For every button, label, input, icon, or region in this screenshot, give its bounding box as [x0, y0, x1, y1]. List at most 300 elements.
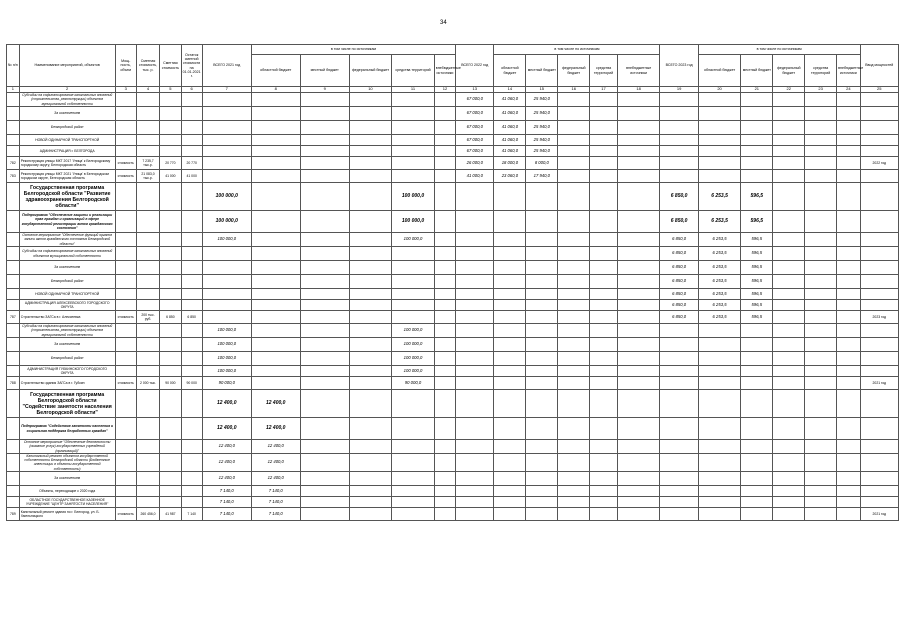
table-row	[7, 507, 899, 520]
row-value-cell	[160, 107, 181, 121]
row-value-cell: 6 850,0	[660, 300, 698, 311]
row-value-cell	[251, 377, 300, 390]
row-value-cell	[617, 311, 660, 324]
row-value-cell	[860, 366, 898, 377]
column-number: 15	[526, 87, 558, 93]
row-value-cell	[660, 418, 698, 440]
row-value-cell	[590, 247, 618, 261]
row-name-cell: Основное мероприятие "Обеспечение функций органов записи актов гражданского состояния Белгородской области"	[19, 233, 115, 247]
row-value-cell	[837, 300, 860, 311]
column-number: 3	[115, 87, 136, 93]
th-estimate: Сметная стоимость	[160, 45, 181, 87]
row-value-cell	[805, 247, 837, 261]
row-value-cell	[660, 507, 698, 520]
row-value-cell: 7 140,0	[251, 496, 300, 507]
row-value-cell	[160, 183, 181, 211]
row-value-cell	[434, 485, 455, 496]
row-value-cell	[837, 366, 860, 377]
row-value-cell	[558, 289, 590, 300]
row-value-cell	[349, 135, 392, 146]
row-value-cell	[837, 170, 860, 183]
row-value-cell	[837, 496, 860, 507]
row-name-cell: Подпрограмма "Обеспечение защиты и реализации прав граждан и организаций в сфере государственной регистрации актов гражданского состояния"	[19, 211, 115, 233]
row-value-cell	[160, 211, 181, 233]
row-value-cell	[494, 300, 526, 311]
row-value-cell	[773, 233, 805, 247]
row-value-cell	[773, 507, 805, 520]
row-value-cell	[115, 247, 136, 261]
column-number: 13	[456, 87, 494, 93]
row-value-cell	[526, 311, 558, 324]
row-value-cell	[202, 261, 251, 275]
row-value-cell	[181, 211, 202, 233]
row-value-cell	[160, 247, 181, 261]
row-value-cell	[392, 418, 435, 440]
row-value-cell: 12 400,0	[251, 454, 300, 472]
row-value-cell	[392, 507, 435, 520]
row-value-cell	[773, 183, 805, 211]
row-value-cell	[434, 107, 455, 121]
row-value-cell	[617, 390, 660, 418]
row-value-cell	[136, 121, 159, 135]
row-value-cell	[773, 485, 805, 496]
row-value-cell: 2023 год	[860, 311, 898, 324]
row-number-cell	[7, 338, 20, 352]
row-value-cell	[617, 440, 660, 454]
row-value-cell	[558, 93, 590, 107]
row-value-cell: 7 140,0	[251, 507, 300, 520]
row-value-cell: 6 850,0	[660, 233, 698, 247]
th-name: Наименование мероприятий, объектов	[19, 45, 115, 87]
row-value-cell	[136, 338, 159, 352]
row-value-cell: 100 000,0	[202, 211, 251, 233]
row-value-cell	[434, 507, 455, 520]
row-value-cell	[617, 496, 660, 507]
row-value-cell	[837, 211, 860, 233]
th-group-2023: в том числе по источникам	[698, 45, 860, 55]
row-value-cell	[181, 454, 202, 472]
row-value-cell	[160, 338, 181, 352]
table-row	[7, 338, 899, 352]
row-value-cell	[349, 211, 392, 233]
row-value-cell: 18 000,0	[494, 157, 526, 170]
row-value-cell	[805, 261, 837, 275]
page-number: 34	[440, 20, 447, 26]
row-value-cell	[300, 377, 349, 390]
row-value-cell	[392, 157, 435, 170]
row-value-cell	[251, 261, 300, 275]
row-value-cell	[349, 183, 392, 211]
row-value-cell	[494, 366, 526, 377]
row-value-cell	[300, 366, 349, 377]
row-value-cell	[434, 377, 455, 390]
row-value-cell	[590, 107, 618, 121]
row-value-cell	[773, 471, 805, 485]
row-value-cell: стоимость	[115, 311, 136, 324]
row-number-cell	[7, 454, 20, 472]
row-value-cell	[456, 324, 494, 338]
row-value-cell	[181, 366, 202, 377]
row-value-cell	[837, 507, 860, 520]
row-value-cell	[300, 247, 349, 261]
row-value-cell	[300, 261, 349, 275]
row-value-cell: 90 000,0	[202, 377, 251, 390]
row-value-cell	[837, 289, 860, 300]
row-value-cell	[456, 471, 494, 485]
row-value-cell	[741, 146, 773, 157]
row-value-cell	[558, 377, 590, 390]
row-number-cell	[7, 135, 20, 146]
row-value-cell	[494, 289, 526, 300]
table-row	[7, 157, 899, 170]
row-value-cell	[805, 157, 837, 170]
row-value-cell: 100 000,0	[202, 233, 251, 247]
row-value-cell: 25 940,0	[526, 107, 558, 121]
row-value-cell	[837, 418, 860, 440]
row-value-cell	[660, 440, 698, 454]
row-value-cell	[494, 390, 526, 418]
row-value-cell	[349, 454, 392, 472]
row-value-cell	[181, 93, 202, 107]
column-number: 16	[558, 87, 590, 93]
row-value-cell	[860, 300, 898, 311]
row-value-cell	[526, 418, 558, 440]
row-value-cell	[526, 233, 558, 247]
row-value-cell	[300, 170, 349, 183]
row-value-cell	[805, 324, 837, 338]
th-obl: областной бюджет	[251, 55, 300, 87]
row-value-cell	[698, 377, 741, 390]
row-value-cell	[136, 233, 159, 247]
row-value-cell	[494, 471, 526, 485]
row-value-cell	[590, 366, 618, 377]
row-value-cell: 6 253,5	[698, 233, 741, 247]
row-value-cell	[741, 418, 773, 440]
row-value-cell	[860, 233, 898, 247]
row-value-cell	[251, 170, 300, 183]
row-value-cell	[160, 485, 181, 496]
row-value-cell	[698, 157, 741, 170]
row-value-cell	[617, 211, 660, 233]
row-value-cell: 6 253,5	[698, 211, 741, 233]
row-value-cell	[660, 157, 698, 170]
row-value-cell	[136, 261, 159, 275]
row-value-cell: 6 253,5	[698, 183, 741, 211]
row-value-cell	[698, 366, 741, 377]
row-value-cell	[251, 275, 300, 289]
row-value-cell: 6 253,5	[698, 289, 741, 300]
row-value-cell	[349, 471, 392, 485]
row-value-cell	[115, 366, 136, 377]
row-value-cell	[741, 454, 773, 472]
row-value-cell: 7 140,0	[202, 507, 251, 520]
row-value-cell	[860, 440, 898, 454]
row-value-cell	[136, 471, 159, 485]
row-value-cell	[837, 352, 860, 366]
row-value-cell	[741, 496, 773, 507]
row-value-cell	[181, 352, 202, 366]
row-value-cell	[773, 170, 805, 183]
row-value-cell: 6 253,5	[698, 300, 741, 311]
row-value-cell	[136, 352, 159, 366]
row-value-cell	[660, 324, 698, 338]
row-value-cell: 100 000,0	[392, 233, 435, 247]
th-fed: федеральный бюджет	[349, 55, 392, 87]
row-value-cell	[698, 507, 741, 520]
row-value-cell	[181, 418, 202, 440]
column-number: 19	[660, 87, 698, 93]
row-value-cell	[860, 390, 898, 418]
table-row	[7, 170, 899, 183]
row-value-cell	[698, 418, 741, 440]
row-value-cell: 26 000,0	[456, 157, 494, 170]
row-value-cell: 100 000,0	[392, 338, 435, 352]
row-value-cell	[617, 454, 660, 472]
row-value-cell	[251, 211, 300, 233]
row-value-cell	[349, 247, 392, 261]
row-value-cell	[773, 121, 805, 135]
row-value-cell	[590, 471, 618, 485]
row-value-cell	[392, 135, 435, 146]
row-value-cell	[300, 311, 349, 324]
row-value-cell	[773, 93, 805, 107]
row-value-cell: 596,5	[741, 183, 773, 211]
row-value-cell	[300, 211, 349, 233]
row-value-cell	[590, 289, 618, 300]
row-value-cell	[660, 170, 698, 183]
row-value-cell	[181, 275, 202, 289]
row-value-cell	[558, 440, 590, 454]
row-value-cell	[805, 507, 837, 520]
row-value-cell	[660, 352, 698, 366]
row-value-cell	[456, 440, 494, 454]
row-value-cell: 25 940,0	[526, 121, 558, 135]
row-name-cell: За исключением	[19, 107, 115, 121]
row-value-cell	[456, 338, 494, 352]
column-number: 12	[434, 87, 455, 93]
row-value-cell	[558, 311, 590, 324]
row-value-cell	[434, 211, 455, 233]
row-value-cell	[526, 454, 558, 472]
row-value-cell	[349, 377, 392, 390]
row-value-cell	[115, 496, 136, 507]
row-value-cell	[300, 183, 349, 211]
row-value-cell	[456, 300, 494, 311]
row-value-cell	[590, 311, 618, 324]
row-value-cell	[773, 390, 805, 418]
row-value-cell	[837, 146, 860, 157]
row-value-cell	[741, 390, 773, 418]
row-value-cell	[526, 485, 558, 496]
row-value-cell	[160, 471, 181, 485]
row-name-cell: За исключением	[19, 338, 115, 352]
row-value-cell	[741, 377, 773, 390]
table-row	[7, 233, 899, 247]
row-value-cell: 6 850	[181, 311, 202, 324]
row-value-cell: 41 000	[160, 170, 181, 183]
row-name-cell: Белгородский район	[19, 352, 115, 366]
th-terr2: средства территорий	[590, 55, 618, 87]
th-local2: местный бюджет	[526, 55, 558, 87]
row-value-cell	[434, 170, 455, 183]
row-value-cell: стоимость	[115, 157, 136, 170]
table-row	[7, 454, 899, 472]
row-value-cell	[805, 275, 837, 289]
row-value-cell	[837, 261, 860, 275]
row-number-cell	[7, 121, 20, 135]
row-value-cell	[300, 418, 349, 440]
row-value-cell: 596,5	[741, 300, 773, 311]
row-value-cell	[773, 440, 805, 454]
row-value-cell	[617, 377, 660, 390]
row-value-cell: 6 253,5	[698, 261, 741, 275]
row-value-cell	[160, 135, 181, 146]
row-value-cell	[698, 338, 741, 352]
column-number: 2	[19, 87, 115, 93]
row-value-cell	[773, 157, 805, 170]
row-value-cell	[741, 471, 773, 485]
row-value-cell	[860, 183, 898, 211]
column-number: 14	[494, 87, 526, 93]
row-number-cell	[7, 440, 20, 454]
row-value-cell	[300, 324, 349, 338]
row-value-cell	[115, 233, 136, 247]
row-number-cell	[7, 183, 20, 211]
row-value-cell	[837, 247, 860, 261]
table-row	[7, 211, 899, 233]
row-value-cell	[456, 233, 494, 247]
row-value-cell	[660, 454, 698, 472]
row-value-cell	[136, 183, 159, 211]
row-value-cell	[434, 275, 455, 289]
th-note: Ввод мощностей	[860, 45, 898, 87]
th-terr: средства территорий	[392, 55, 435, 87]
table-row	[7, 366, 899, 377]
row-value-cell	[590, 157, 618, 170]
row-value-cell: 8 000,0	[526, 157, 558, 170]
row-value-cell	[805, 300, 837, 311]
row-value-cell	[558, 418, 590, 440]
row-value-cell: 100 000,0	[392, 183, 435, 211]
row-name-cell: Белгородский район	[19, 275, 115, 289]
row-value-cell	[837, 183, 860, 211]
row-name-cell: Субсидии на софинансирование капитальных вложений (строительства, реконструкции) объектов муниципальной собственности	[19, 324, 115, 338]
row-value-cell: 23 060,0	[494, 170, 526, 183]
column-number: 9	[300, 87, 349, 93]
row-value-cell	[349, 289, 392, 300]
row-value-cell	[805, 183, 837, 211]
row-value-cell	[590, 170, 618, 183]
row-value-cell	[617, 157, 660, 170]
row-value-cell	[698, 352, 741, 366]
row-value-cell	[115, 121, 136, 135]
th-fed3: федеральный бюджет	[773, 55, 805, 87]
row-number-cell	[7, 93, 20, 107]
row-value-cell	[115, 261, 136, 275]
row-value-cell	[251, 107, 300, 121]
row-value-cell	[181, 338, 202, 352]
row-value-cell	[136, 418, 159, 440]
row-value-cell	[181, 135, 202, 146]
row-value-cell	[115, 440, 136, 454]
column-number: 6	[181, 87, 202, 93]
column-number: 1	[7, 87, 20, 93]
row-value-cell	[494, 183, 526, 211]
row-value-cell	[251, 157, 300, 170]
row-value-cell	[805, 93, 837, 107]
row-value-cell	[251, 300, 300, 311]
row-value-cell: 12 400,0	[202, 440, 251, 454]
row-value-cell	[860, 471, 898, 485]
row-value-cell: 7 235,7 тыс.р.	[136, 157, 159, 170]
row-value-cell	[300, 352, 349, 366]
row-number-cell: 787	[7, 311, 20, 324]
row-value-cell	[617, 366, 660, 377]
row-value-cell	[590, 377, 618, 390]
row-value-cell	[526, 440, 558, 454]
row-value-cell	[202, 311, 251, 324]
row-value-cell	[837, 275, 860, 289]
column-number: 18	[617, 87, 660, 93]
row-value-cell	[837, 390, 860, 418]
row-value-cell	[660, 121, 698, 135]
row-value-cell	[349, 261, 392, 275]
table-row	[7, 289, 899, 300]
row-value-cell	[494, 233, 526, 247]
row-value-cell	[181, 183, 202, 211]
row-value-cell	[526, 275, 558, 289]
row-value-cell	[181, 485, 202, 496]
row-value-cell	[349, 366, 392, 377]
row-value-cell: 41 060,0	[494, 146, 526, 157]
row-value-cell	[805, 233, 837, 247]
row-value-cell	[434, 496, 455, 507]
row-value-cell	[741, 121, 773, 135]
row-value-cell	[590, 418, 618, 440]
row-value-cell: 2 000 тыс.	[136, 377, 159, 390]
row-value-cell	[494, 247, 526, 261]
row-value-cell	[202, 135, 251, 146]
row-value-cell	[660, 390, 698, 418]
row-number-cell	[7, 275, 20, 289]
row-value-cell	[860, 324, 898, 338]
row-value-cell	[181, 440, 202, 454]
row-value-cell	[494, 338, 526, 352]
row-value-cell	[136, 247, 159, 261]
row-name-cell: Подпрограмма "Содействие занятости населения и социальная поддержка безработных граждан"	[19, 418, 115, 440]
row-value-cell	[837, 93, 860, 107]
row-value-cell	[300, 107, 349, 121]
row-value-cell	[136, 300, 159, 311]
th-terr3: средства территорий	[805, 55, 837, 87]
row-value-cell	[115, 300, 136, 311]
row-value-cell: стоимость	[115, 377, 136, 390]
row-value-cell	[160, 300, 181, 311]
row-value-cell	[773, 247, 805, 261]
row-value-cell	[805, 352, 837, 366]
row-value-cell	[136, 135, 159, 146]
table-row	[7, 496, 899, 507]
column-number: 24	[837, 87, 860, 93]
row-value-cell	[202, 121, 251, 135]
row-value-cell	[590, 211, 618, 233]
row-value-cell	[590, 275, 618, 289]
row-value-cell	[202, 275, 251, 289]
row-value-cell	[160, 275, 181, 289]
row-value-cell	[805, 121, 837, 135]
table-row	[7, 418, 899, 440]
table-row	[7, 247, 899, 261]
